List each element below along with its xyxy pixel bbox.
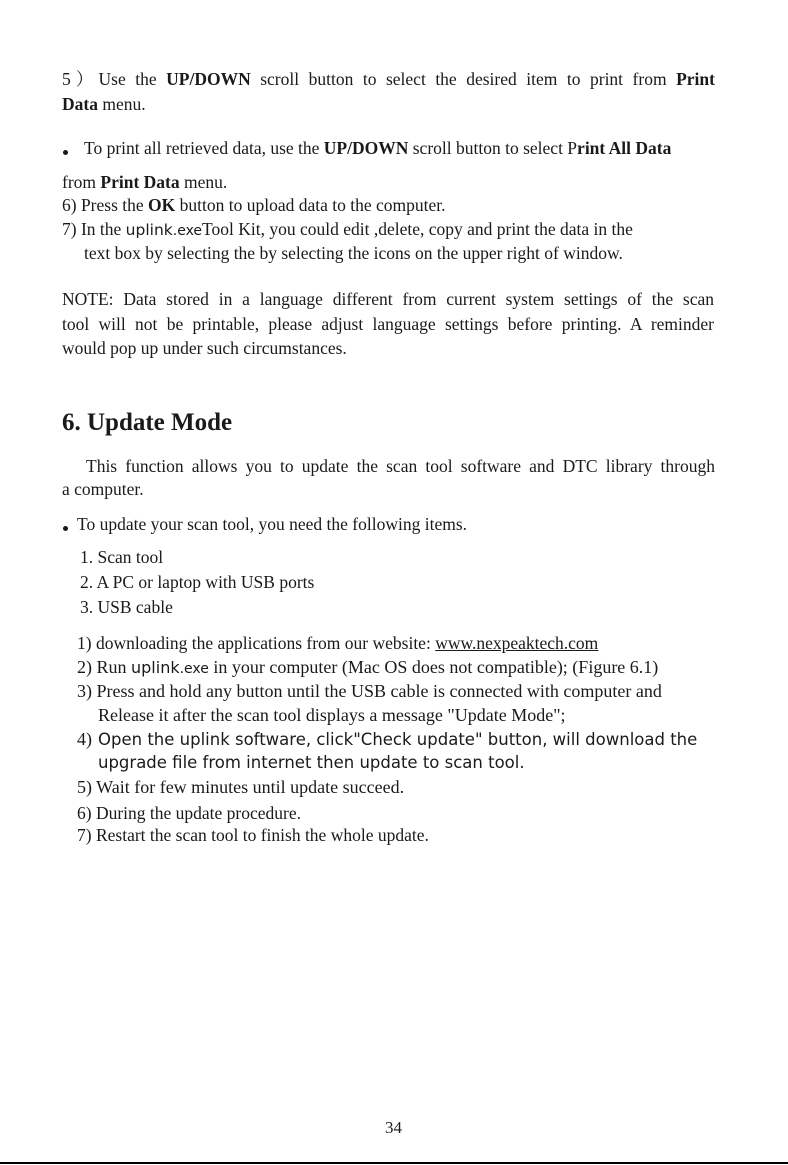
step-5-line-1: 5）Use the UP/DOWN scroll button to select the desired item to print from Print [62, 69, 715, 89]
update-step-7: 7) Restart the scan tool to finish the whole update. [77, 825, 429, 845]
section-heading: 6. Update Mode [62, 409, 233, 436]
update-step-4-line-2: upgrade file from internet then update to scan tool. [98, 753, 525, 772]
step-7-line-2: text box by selecting the by selecting the icons on the upper right of window. [84, 243, 623, 263]
bullet-requirements: To update your scan tool, you need the following items. [77, 514, 468, 534]
website-link[interactable]: www.nexpeaktech.com [435, 633, 599, 653]
note-line-1: NOTE: Data stored in a language different from current system settings of the scan [62, 289, 714, 309]
update-step-6: 6) During the update procedure. [77, 803, 302, 823]
note-line-3: would pop up under such circumstances. [62, 338, 347, 358]
bullet-dot [63, 150, 68, 155]
page-bottom-rule [0, 1162, 788, 1164]
step-5-line-2: Data menu. [62, 94, 146, 114]
bullet-print-all-line-1: To print all retrieved data, use the UP/DOWN scroll button to select Print All Data [84, 138, 672, 158]
step-7-line-1: 7) In the uplink.exeTool Kit, you could edit ,delete, copy and print the data in the [62, 219, 633, 239]
list-item-3: 3. USB cable [80, 597, 173, 617]
bullet-dot [63, 526, 68, 531]
update-step-2: 2) Run uplink.exe in your computer (Mac OS does not compatible); (Figure 6.1) [77, 657, 659, 677]
intro-line-1: This function allows you to update the scan tool software and DTC library through [86, 456, 715, 476]
update-step-3-line-2: Release it after the scan tool displays a message "Update Mode"; [98, 705, 566, 725]
update-step-3-line-1: 3) Press and hold any button until the USB cable is connected with computer and [77, 681, 662, 701]
update-step-5: 5) Wait for few minutes until update succeed. [77, 777, 405, 797]
list-item-2: 2. A PC or laptop with USB ports [80, 572, 315, 592]
update-step-4-line-1: 4) Open the uplink software, click"Check update" button, will download the [77, 729, 698, 749]
bullet-print-all-line-2: from Print Data menu. [62, 172, 228, 192]
list-item-1: 1. Scan tool [80, 547, 164, 567]
update-step-1: 1) downloading the applications from our website: www.nexpeaktech.com [77, 633, 599, 653]
intro-line-2: a computer. [62, 479, 144, 499]
step-6: 6) Press the OK button to upload data to the computer. [62, 195, 446, 215]
page-number: 34 [385, 1118, 402, 1137]
note-line-2: tool will not be printable, please adjust language settings before printing. A reminder [62, 314, 714, 334]
